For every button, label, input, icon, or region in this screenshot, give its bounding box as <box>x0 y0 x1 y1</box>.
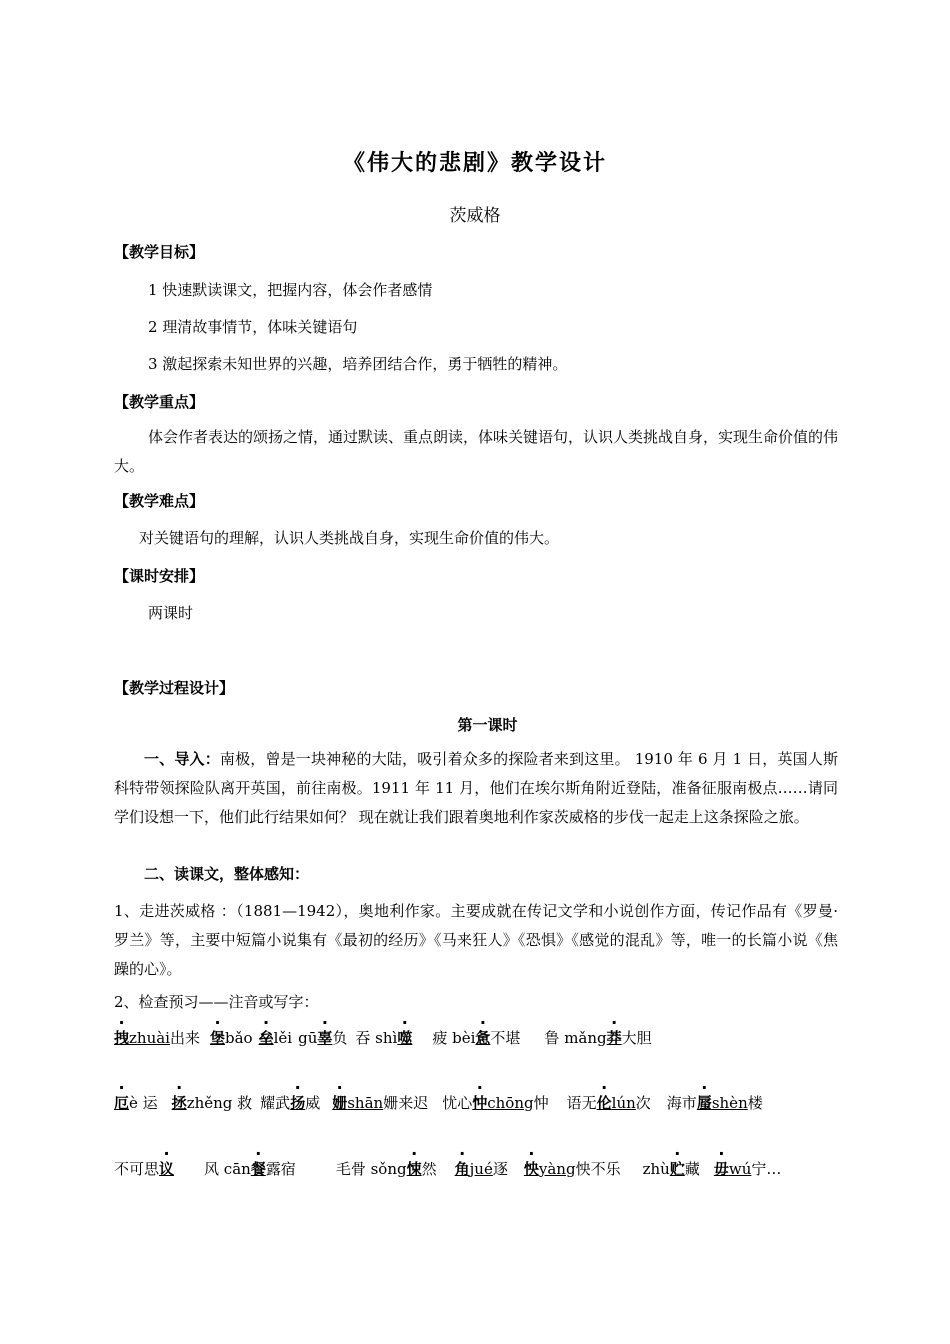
vocab-text: 宁… <box>751 1160 782 1178</box>
vocab-pinyin: zhuài <box>129 1029 170 1047</box>
vocab-row-2 <box>114 1092 854 1113</box>
lesson-title: 第一课时 <box>457 716 518 734</box>
vocab-pinyin: lún <box>611 1094 636 1112</box>
vocab-row-3 <box>114 1158 854 1179</box>
vocab-item <box>260 1094 290 1112</box>
vocab-pinyin: shèn <box>711 1094 748 1112</box>
vocab-text: zhù <box>642 1160 670 1178</box>
vocab-item <box>697 1094 763 1112</box>
vocab-text: 藏 <box>684 1160 700 1178</box>
difficulty-text: 对关键语句的理解，认识人类挑战自身，实现生命价值的伟大。 <box>139 529 560 547</box>
vocab-item <box>714 1160 782 1178</box>
vocab-target-char: 毋 <box>713 1160 729 1178</box>
vocab-item <box>544 1029 606 1047</box>
vocab-text: zhěng 救 <box>186 1094 253 1112</box>
vocab-row-1 <box>114 1027 854 1048</box>
vocab-text: 忡 <box>533 1094 549 1112</box>
vocab-item <box>114 1029 200 1047</box>
vocab-item <box>172 1094 253 1112</box>
vocab-item <box>442 1094 472 1112</box>
vocab-text: 忧心 <box>442 1094 473 1112</box>
vocab-item <box>432 1029 475 1047</box>
vocab-target-char: 议 <box>159 1160 175 1178</box>
vocab-item <box>336 1160 407 1178</box>
vocab-text: 大胆 <box>621 1029 652 1047</box>
vocab-target-char: 悚 <box>406 1160 422 1178</box>
vocab-item <box>210 1029 253 1047</box>
vocab-target-char: 姗 <box>332 1094 348 1112</box>
vocab-text: 海市 <box>666 1094 697 1112</box>
vocab-item <box>667 1094 697 1112</box>
vocab-text: 出来 <box>169 1029 200 1047</box>
vocab-pinyin: shān <box>347 1094 384 1112</box>
vocab-item <box>290 1094 320 1112</box>
vocab-text: 姗来迟 <box>383 1094 429 1112</box>
vocab-pinyin: wú <box>728 1160 752 1178</box>
focus-text: 体会作者表达的颂扬之情，通过默读、重点朗读，体味关键语句，认识人类挑战自身，实现生命价值的伟大。 <box>114 428 839 475</box>
difficulty-heading: 【教学难点】 <box>114 492 205 510</box>
vocab-text: 露宿 <box>265 1160 296 1178</box>
vocab-item <box>298 1029 317 1047</box>
vocab-text: 次 <box>635 1094 651 1112</box>
vocab-text: 疲 bèi <box>432 1029 476 1047</box>
vocab-text: lěi <box>273 1029 293 1047</box>
vocab-text: 怏不乐 <box>575 1160 621 1178</box>
vocab-text: 吞 shì <box>355 1029 398 1047</box>
vocab-item <box>472 1094 548 1112</box>
vocab-item <box>204 1160 251 1178</box>
vocab-target-char: 扬 <box>290 1094 306 1112</box>
vocab-target-char: 蜃 <box>696 1094 712 1112</box>
vocab-item <box>567 1094 597 1112</box>
vocab-target-char: 垒 <box>258 1029 274 1047</box>
page-title: 《伟大的悲剧》教学设计 <box>342 151 607 176</box>
vocab-item <box>524 1160 621 1178</box>
vocab-text: 威 <box>305 1094 321 1112</box>
vocab-target-char: 怏 <box>523 1160 539 1178</box>
vocab-item <box>643 1160 670 1178</box>
vocab-text: 楼 <box>747 1094 763 1112</box>
vocab-target-char: 餐 <box>250 1160 266 1178</box>
vocab-target-char: 辜 <box>317 1029 333 1047</box>
schedule-heading: 【课时安排】 <box>114 567 205 585</box>
vocab-target-char: 厄 <box>114 1094 130 1112</box>
vocab-text: 不堪 <box>490 1029 521 1047</box>
process-heading: 【教学过程设计】 <box>114 679 235 697</box>
goal-item-2: 2 理清故事情节，体味关键语句 <box>148 318 358 336</box>
vocab-text: 负 <box>332 1029 348 1047</box>
vocab-item <box>114 1094 158 1112</box>
vocab-target-char: 角 <box>454 1160 470 1178</box>
vocab-text: 毛骨 sǒng <box>335 1160 407 1178</box>
goal-item-3: 3 激起探索未知世界的兴趣，培养团结合作，勇于牺牲的精神。 <box>148 355 568 373</box>
vocab-item <box>607 1029 652 1047</box>
author-intro: 1、走进茨威格 ：（1881—1942），奥地利作家。主要成就在传记文学和小说创作方面，传记作品有《罗曼·罗兰》等，主要中短篇小说集有《最初的经历》《马来狂人》《恐惧》《感觉的混乱》等，唯一的长篇小说《焦躁的心》。 <box>114 902 838 978</box>
goal-item-1: 1 快速默读课文，把握内容，体会作者感情 <box>148 281 433 299</box>
vocab-item <box>455 1160 508 1178</box>
vocab-pinyin: yàng <box>538 1160 576 1178</box>
focus-heading: 【教学重点】 <box>114 393 205 411</box>
vocab-target-char: 惫 <box>475 1029 491 1047</box>
vocab-text: 风 cān <box>204 1160 251 1178</box>
schedule-text: 两课时 <box>148 604 194 622</box>
vocab-target-char: 忡 <box>472 1094 488 1112</box>
vocab-item <box>597 1094 651 1112</box>
vocab-item <box>332 1094 428 1112</box>
vocab-text: è 运 <box>129 1094 158 1112</box>
vocab-target-char: 拽 <box>114 1029 130 1047</box>
vocab-item <box>407 1160 437 1178</box>
author-name: 茨威格 <box>449 206 501 226</box>
vocab-text: 不可思 <box>114 1160 160 1178</box>
vocab-target-char: 拯 <box>171 1094 187 1112</box>
vocab-target-char: 伦 <box>596 1094 612 1112</box>
vocab-text: 语无 <box>566 1094 597 1112</box>
vocab-text: gū <box>298 1029 318 1047</box>
intro-text: 南极，曾是一块神秘的大陆，吸引着众多的探险者来到这里。 1910 年 6 月 1 日，英国人斯科特带领探险队离开英国，前往南极。1911 年 11 月，他们在埃尔斯角附近登陆，准备征服南极点……请同学们设想一下，他们此行结果如何？ 现在就让我们跟着奥地利作家茨威格的步伐一起走上这条探险之旅。 <box>114 750 838 826</box>
vocab-item <box>159 1160 174 1178</box>
intro-paragraph <box>114 745 838 832</box>
vocab-item <box>251 1160 296 1178</box>
vocab-pinyin: chōng <box>487 1094 534 1112</box>
vocab-text: 逐 <box>492 1160 508 1178</box>
vocab-target-char: 莽 <box>606 1029 622 1047</box>
vocab-item <box>355 1029 397 1047</box>
intro-label: 一、导入： <box>144 750 220 768</box>
vocab-item <box>114 1160 159 1178</box>
goals-heading: 【教学目标】 <box>114 243 205 261</box>
section-reading: 二、读课文，整体感知： <box>144 865 310 883</box>
vocab-target-char: 堡 <box>210 1029 226 1047</box>
vocab-target-char: 贮 <box>669 1160 685 1178</box>
vocab-item <box>317 1029 347 1047</box>
vocab-item <box>259 1029 293 1047</box>
vocab-target-char: 噬 <box>397 1029 413 1047</box>
vocab-pinyin: jué <box>469 1160 493 1178</box>
vocab-item <box>397 1029 412 1047</box>
vocab-item <box>475 1029 520 1047</box>
vocab-text: 耀武 <box>260 1094 291 1112</box>
vocab-text: 然 <box>421 1160 437 1178</box>
preview-check: 2、检查预习——注音或写字： <box>114 993 319 1011</box>
vocab-text: 鲁 mǎng <box>544 1029 607 1047</box>
vocab-item <box>670 1160 700 1178</box>
vocab-text: bǎo <box>225 1029 253 1047</box>
